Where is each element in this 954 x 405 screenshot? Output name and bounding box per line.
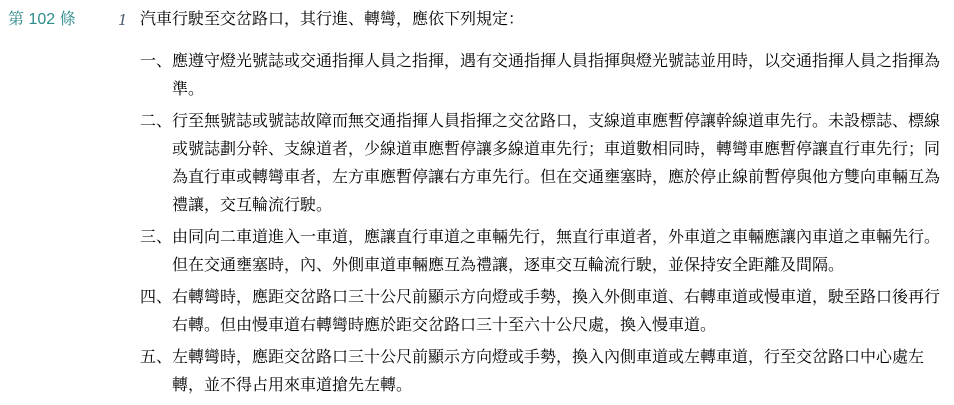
list-item bbox=[140, 48, 940, 104]
list-item bbox=[140, 108, 940, 220]
list-item bbox=[140, 344, 940, 400]
article-intro-text: 汽車行駛至交岔路口，其行進、轉彎，應依下列規定： bbox=[140, 11, 525, 28]
list-item-text: 由同向二車道進入一車道，應讓直行車道之車輛先行，無直行車道者，外車道之車輛應讓內車道之車輛先行。但在交通壅塞時，內、外側車道車輛應互為禮讓，逐車交互輪流行駛，並保持安全距離及間隔。 bbox=[172, 229, 941, 274]
article-number-link[interactable]: 第 102 條 bbox=[8, 11, 76, 28]
list-item-marker: 三、 bbox=[140, 229, 173, 246]
list-item-text: 應遵守燈光號誌或交通指揮人員之指揮，遇有交通指揮人員指揮與燈光號誌並用時，以交通指揮人員之指揮為準。 bbox=[172, 53, 941, 98]
list-item-marker: 五、 bbox=[140, 349, 173, 366]
list-item-text: 左轉彎時，應距交岔路口三十公尺前顯示方向燈或手勢，換入內側車道或左轉車道，行至交岔路口中心處左轉，並不得占用來車道搶先左轉。 bbox=[172, 349, 925, 394]
list-item-marker: 四、 bbox=[140, 289, 173, 306]
list-item-marker: 二、 bbox=[140, 113, 173, 130]
list-item-text: 行至無號誌或號誌故障而無交通指揮人員指揮之交岔路口，支線道車應暫停讓幹線道車先行。未設標誌、標線或號誌劃分幹、支線道者，少線道車應暫停讓多線道車先行；車道數相同時，轉彎車應暫停讓直行車先行；同為直行車或轉彎車者，左方車應暫停讓右方車先行。但在交通壅塞時，應於停止線前暫停與他方雙向車輛互為禮讓，交互輪流行駛。 bbox=[172, 113, 941, 214]
list-item-text: 右轉彎時，應距交岔路口三十公尺前顯示方向燈或手勢，換入外側車道、右轉車道或慢車道，駛至路口後再行右轉。但由慢車道右轉彎時應於距交岔路口三十至六十公尺處，換入慢車道。 bbox=[172, 289, 941, 334]
list-item bbox=[140, 284, 940, 340]
list-item-marker: 一、 bbox=[140, 53, 173, 70]
article-content bbox=[140, 6, 946, 404]
list-item bbox=[140, 224, 940, 280]
paragraph-number: 1 bbox=[118, 11, 128, 29]
